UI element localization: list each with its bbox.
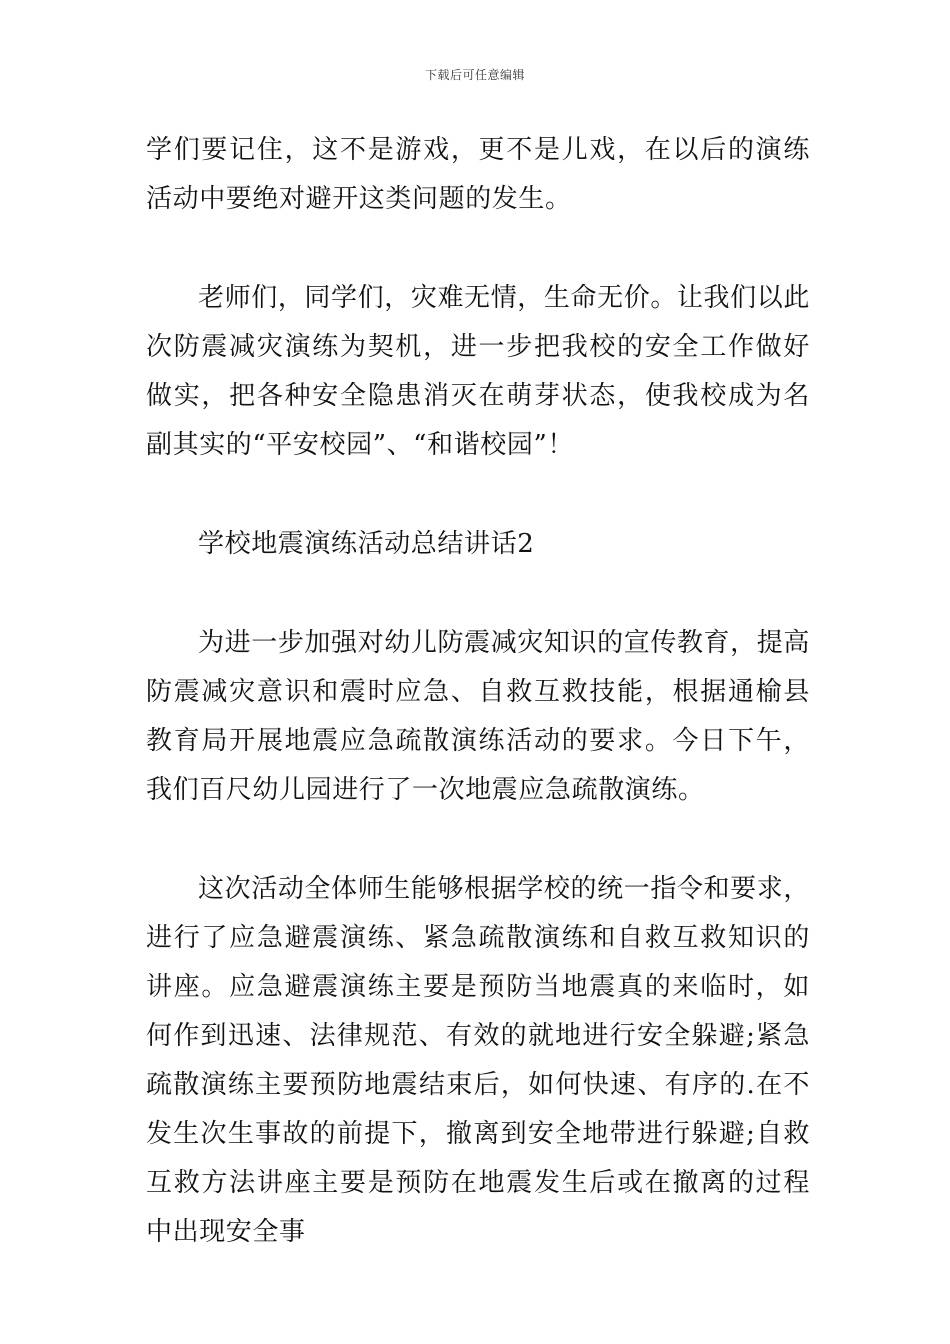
section-title: 学校地震演练活动总结讲话2 — [198, 529, 535, 559]
paragraph-2: 老师们，同学们，灾难无情，生命无价。让我们以此次防震减灾演练为契机，进一步把我校的安全工作做好做实，把各种安全隐患消灭在萌芽状态，使我校成为名副其实的“平安校园”、“和谐校园”！ — [146, 283, 810, 460]
paragraph-4: 这次活动全体师生能够根据学校的统一指令和要求，进行了应急避震演练、紧急疏散演练和自救互救知识的讲座。应急避震演练主要是预防当地震真的来临时，如何作到迅速、法律规范、有效的就地进行安全躲避;紧急疏散演练主要预防地震结束后，如何快速、有序的.在不发生次生事故的前提下，撤离到安全地带进行躲避;自救互救方法讲座主要是预防在地震发生后或在撤离的过程中出现安全事 — [146, 874, 810, 1247]
paragraph-gap — [146, 224, 810, 274]
paragraph-gap — [146, 815, 810, 865]
paragraph-1: 学们要记住，这不是游戏，更不是儿戏，在以后的演练活动中要绝对避开这类问题的发生。 — [146, 135, 810, 214]
paragraph-3: 为进一步加强对幼儿防震减灾知识的宣传教育，提高防震减灾意识和震时应急、自救互救技能，根据通榆县教育局开展地震应急疏散演练活动的要求。今日下午，我们百尺幼儿园进行了一次地震应急疏散演练。 — [146, 628, 810, 805]
paragraph-gap — [146, 569, 810, 619]
document-body — [146, 126, 810, 1257]
page-header: 下载后可任意编辑 — [424, 68, 525, 82]
paragraph-gap — [146, 470, 810, 520]
